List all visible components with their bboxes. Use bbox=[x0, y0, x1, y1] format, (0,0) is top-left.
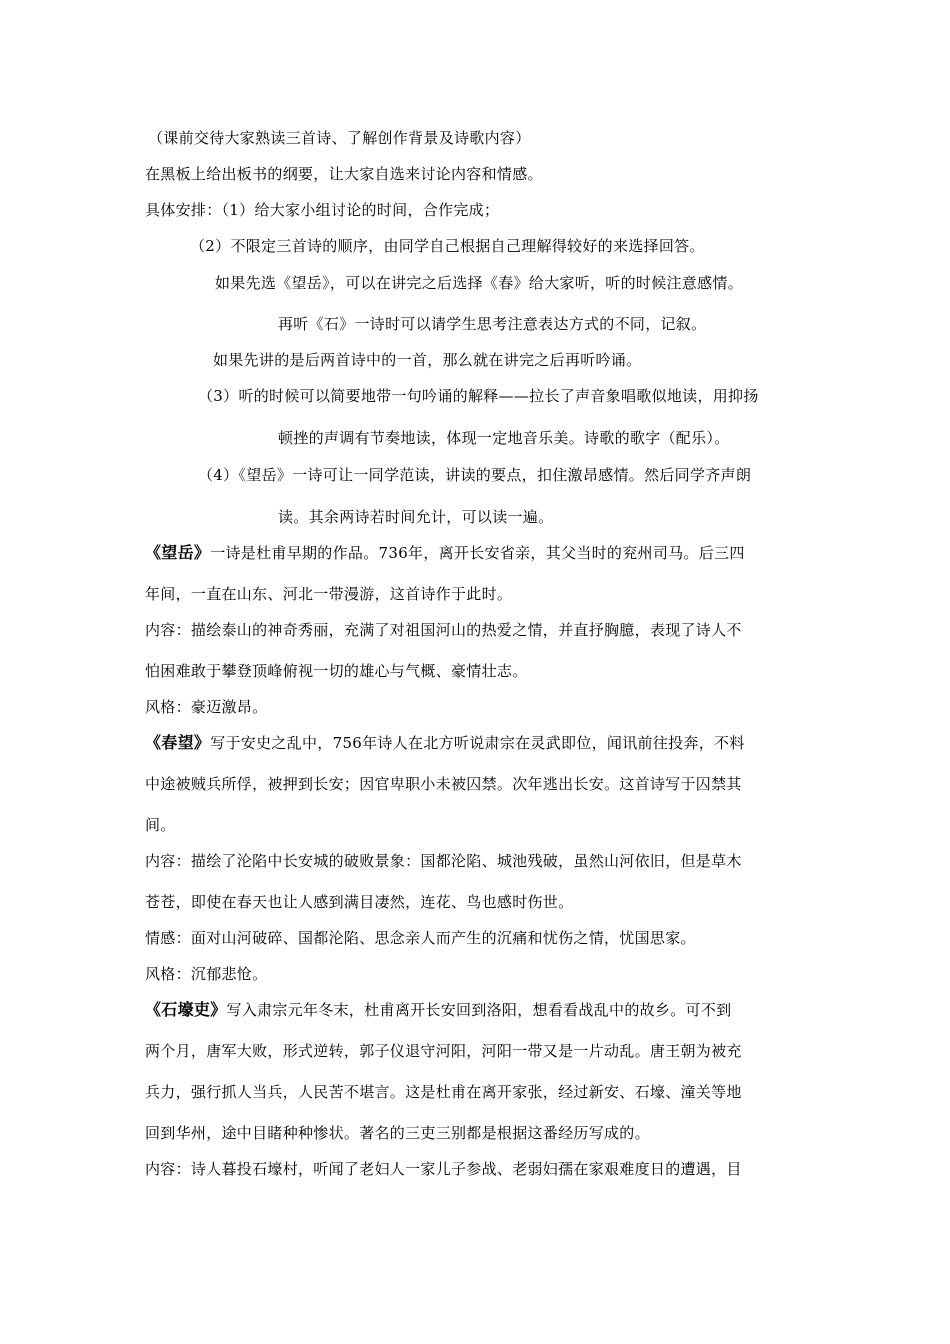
arrangement-item-3: （3）听的时候可以简要地带一句吟诵的解释——拉长了声音象唱歌似地读，用抑扬 bbox=[198, 387, 759, 405]
wangyue-paragraph-line-2: 年间，一直在山东、河北一带漫游，这首诗作于此时。 bbox=[145, 585, 513, 603]
chunwang-paragraph-line-3: 间。 bbox=[145, 816, 176, 834]
chunwang-content-line-2: 苍苍，即使在春天也让人感到满目凄然，连花、鸟也感时伤世。 bbox=[145, 893, 574, 911]
wangyue-style: 风格：豪迈激昂。 bbox=[145, 698, 268, 716]
arrangement-item-2: （2）不限定三首诗的顺序，由同学自己根据自己理解得较好的来选择回答。 bbox=[190, 237, 705, 255]
shihaoli-content-line-1: 内容：诗人暮投石壕村，听闻了老妇人一家儿子参战、老弱妇孺在家艰难度日的遭遇，目 bbox=[145, 1160, 742, 1178]
wangyue-paragraph-line-1 bbox=[145, 543, 745, 563]
chunwang-emotion: 情感：面对山河破碎、国都沦陷、思念亲人而产生的沉痛和忧伤之情，忧国思家。 bbox=[145, 929, 696, 947]
wangyue-content-line-1: 内容：描绘泰山的神奇秀丽，充满了对祖国河山的热爱之情，并直抒胸臆，表现了诗人不 bbox=[145, 621, 742, 639]
arrangement-line: 具体安排：（1）给大家小组讨论的时间，合作完成； bbox=[145, 201, 500, 219]
shihaoli-paragraph-line-2: 两个月，唐军大败，形式逆转，郭子仪退守河阳，河阳一带又是一片动乱。唐王朝为被充 bbox=[145, 1042, 742, 1060]
shihaoli-text-1: 写入肃宗元年冬末，杜甫离开长安回到洛阳，想看看战乱中的故乡。可不到 bbox=[226, 1001, 732, 1019]
intro-line-1: （课前交待大家熟读三首诗、了解创作背景及诗歌内容） bbox=[148, 129, 531, 147]
arrangement-item-4-cont: 读。其余两诗若时间允计，可以读一遍。 bbox=[278, 508, 554, 526]
shihaoli-paragraph-line-4: 回到华州，途中目睹种种惨状。著名的三吏三别都是根据这番经历写成的。 bbox=[145, 1124, 650, 1142]
arrangement-item-2c: 如果先讲的是后两首诗中的一首，那么就在讲完之后再听吟诵。 bbox=[213, 351, 642, 369]
chunwang-paragraph-line-1 bbox=[145, 733, 745, 753]
arrangement-item-2b: 再听《石》一诗时可以请学生思考注意表达方式的不同，记叙。 bbox=[278, 315, 707, 333]
arrangement-item-3-cont: 顿挫的声调有节奏地读，体现一定地音乐美。诗歌的歌字（配乐）。 bbox=[278, 429, 730, 447]
shihaoli-title: 《石壕吏》 bbox=[145, 1000, 227, 1019]
chunwang-style: 风格：沉郁悲怆。 bbox=[145, 965, 268, 983]
arrangement-item-2a: 如果先选《望岳》，可以在讲完之后选择《春》给大家听，听的时候注意感情。 bbox=[215, 274, 744, 292]
arrangement-item-4: （4）《望岳》一诗可让一同学范读，讲读的要点，扣住激昂感情。然后同学齐声朗 bbox=[198, 466, 752, 484]
wangyue-text-1: 一诗是杜甫早期的作品。736年，离开长安省亲，其父当时的兖州司马。后三四 bbox=[210, 544, 745, 562]
intro-line-2: 在黑板上给出板书的纲要，让大家自选来讨论内容和情感。 bbox=[145, 165, 543, 183]
chunwang-content-line-1: 内容：描绘了沦陷中长安城的破败景象：国都沦陷、城池残破，虽然山河依旧，但是草木 bbox=[145, 852, 742, 870]
wangyue-content-line-2: 怕困难敢于攀登顶峰俯视一切的雄心与气概、豪情壮志。 bbox=[145, 662, 528, 680]
chunwang-paragraph-line-2: 中途被贼兵所俘，被押到长安；因官卑职小未被囚禁。次年逃出长安。这首诗写于囚禁其 bbox=[145, 775, 742, 793]
shihaoli-paragraph-line-3: 兵力，强行抓人当兵，人民苦不堪言。这是杜甫在离开家张，经过新安、石壕、潼关等地 bbox=[145, 1083, 742, 1101]
shihaoli-paragraph-line-1 bbox=[145, 1000, 731, 1020]
wangyue-title: 《望岳》 bbox=[145, 543, 211, 562]
chunwang-title: 《春望》 bbox=[145, 733, 211, 752]
chunwang-text-1: 写于安史之乱中，756年诗人在北方听说肃宗在灵武即位，闻讯前往投奔，不料 bbox=[210, 734, 745, 752]
